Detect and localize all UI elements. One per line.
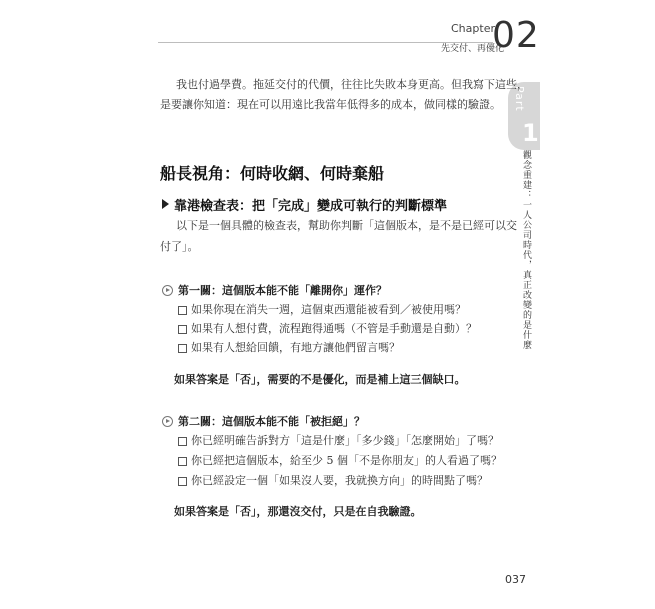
checklist-item [178, 341, 400, 355]
checklist-item-text: 你已經把這個版本，給至少 5 個「不是你朋友」的人看過了嗎？ [191, 454, 502, 467]
play-circle-icon [162, 285, 173, 296]
chapter-subtitle: 先交付、再優化 [441, 44, 505, 54]
checklist-item-text: 如果有人想付費，流程跑得通嗎（不管是手動還是自動）？ [191, 322, 477, 335]
section-title: 船長視角：何時收網、何時棄船 [160, 164, 385, 183]
intro-line-2: 是要讓你知道：現在可以用遠比我當年低得多的成本，做同樣的驗證。 [160, 98, 501, 111]
checklist-item [178, 303, 466, 317]
triangle-bullet-icon [162, 199, 169, 209]
checklist-item-text: 你已經設定一個「如果沒人要，我就換方向」的時間點了嗎？ [191, 474, 488, 487]
part-label: Part [513, 86, 526, 112]
gate-1-conclusion: 如果答案是「否」，需要的不是優化，而是補上這三個缺口。 [174, 373, 466, 386]
checklist-item [178, 454, 502, 468]
subsection-title-text: 靠港檢查表：把「完成」變成可執行的判斷標準 [174, 199, 448, 214]
gate-1-title [162, 282, 387, 298]
checkbox-icon [178, 457, 187, 466]
checklist-item-text: 如果有人想給回饋，有地方讓他們留言嗎？ [191, 341, 400, 354]
checklist-item-text: 如果你現在消失一週，這個東西還能被看到／被使用嗎？ [191, 303, 466, 316]
checkbox-icon [178, 437, 187, 446]
checkbox-icon [178, 306, 187, 315]
checklist-item [178, 434, 499, 448]
part-number: 1 [522, 119, 539, 147]
lead-line-2: 付了」。 [160, 240, 199, 253]
gate-1-title-text: 第一關：這個版本能不能「離開你」運作？ [178, 284, 387, 297]
checkbox-icon [178, 344, 187, 353]
checklist-item-text: 你已經明確告訴對方「這是什麼」「多少錢」「怎麼開始」了嗎？ [191, 434, 499, 447]
checkbox-icon [178, 477, 187, 486]
play-circle-icon [162, 416, 173, 427]
page-number: 037 [505, 573, 526, 586]
checkbox-icon [178, 325, 187, 334]
part-vertical-title: 觀念重建：一人公司時代，真正改變的是什麼 [521, 150, 531, 350]
gate-2-title [162, 413, 365, 429]
gate-2-conclusion: 如果答案是「否」，那還沒交付，只是在自我驗證。 [174, 505, 422, 518]
subsection-title [162, 195, 447, 214]
intro-line-1: 我也付過學費。拖延交付的代價，往往比失敗本身更高。但我寫下這些， [176, 78, 528, 91]
chapter-label: Chapter [451, 22, 495, 35]
gate-2-title-text: 第二關：這個版本能不能「被拒絕」？ [178, 415, 365, 428]
chapter-number: 02 [492, 15, 540, 56]
lead-line-1: 以下是一個具體的檢查表，幫助你判斷「這個版本，是不是已經可以交 [176, 219, 517, 232]
checklist-item [178, 474, 488, 488]
checklist-item [178, 322, 477, 336]
